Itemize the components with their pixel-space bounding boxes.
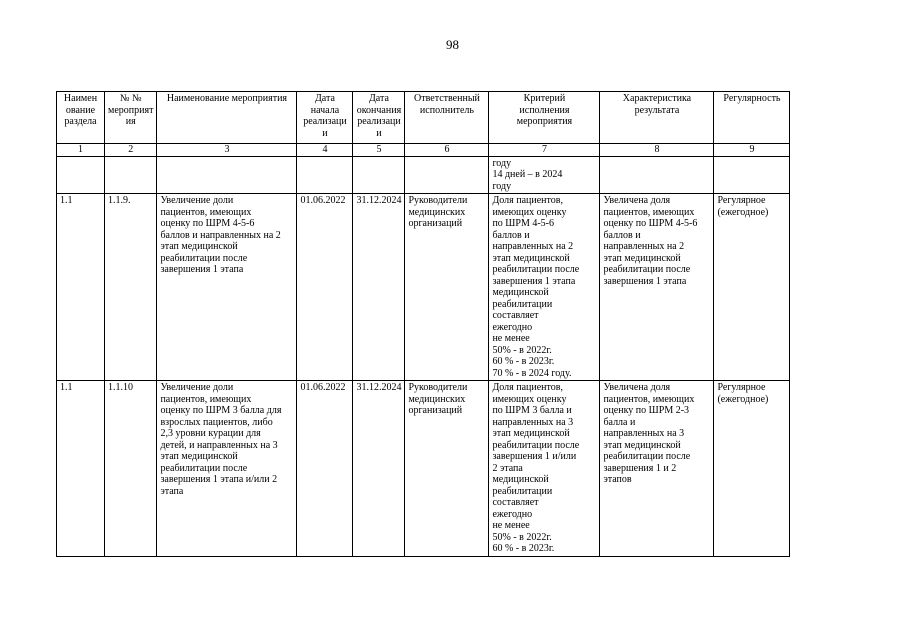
criterion: Доля пациентов, имеющих оценку по ШРМ 3 балла и направленных на 3 этап медицинской реабилитации после завершения 1 и/или 2 этапа медицинской реабилитации составляет ежегодно не менее 50% - в 2022г. 60 % - в 2023г. bbox=[489, 381, 600, 557]
event-number: 1.1.10 bbox=[105, 381, 157, 557]
start-date: 01.06.2022 bbox=[297, 194, 353, 381]
result: Увеличена доля пациентов, имеющих оценку по ШРМ 4-5-6 баллов и направленных на 2 этап медицинской реабилитации после завершения 1 этапа bbox=[600, 194, 714, 381]
event-name: Увеличение доли пациентов, имеющих оценку по ШРМ 3 балла для взрослых пациентов, либо 2,3 уровни курации для детей, и направленных на 3 этап медицинской реабилитации после завершения 1 этапа и/или 2 этапа bbox=[157, 381, 297, 557]
column-number: 9 bbox=[714, 144, 790, 157]
regularity: Регулярное (ежегодное) bbox=[714, 194, 790, 381]
column-number: 4 bbox=[297, 144, 353, 157]
column-number: 6 bbox=[405, 144, 489, 157]
header-regularity: Регулярность bbox=[714, 92, 790, 144]
section-number: 1.1 bbox=[57, 194, 105, 381]
column-number: 7 bbox=[489, 144, 600, 157]
result: Увеличена доля пациентов, имеющих оценку по ШРМ 2-3 балла и направленных на 3 этап медицинской реабилитации после завершения 1 и 2 этапов bbox=[600, 381, 714, 557]
regularity: Регулярное (ежегодное) bbox=[714, 381, 790, 557]
table-row bbox=[57, 194, 790, 381]
header-start-date: Дата начала реализаци и bbox=[297, 92, 353, 144]
column-number: 2 bbox=[105, 144, 157, 157]
page-number: 98 bbox=[446, 37, 459, 52]
table-cell bbox=[157, 156, 297, 194]
header-row bbox=[57, 92, 790, 144]
event-name: Увеличение доли пациентов, имеющих оценку по ШРМ 4-5-6 баллов и направленных на 2 этап медицинской реабилитации после завершения 1 этапа bbox=[157, 194, 297, 381]
table-cell bbox=[57, 156, 105, 194]
end-date: 31.12.2024 bbox=[353, 381, 405, 557]
table-cell bbox=[353, 156, 405, 194]
section-number: 1.1 bbox=[57, 381, 105, 557]
end-date: 31.12.2024 bbox=[353, 194, 405, 381]
header-criterion: Критерий исполнения мероприятия bbox=[489, 92, 600, 144]
responsible: Руководители медицинских организаций bbox=[405, 194, 489, 381]
column-numbers-row bbox=[57, 144, 790, 157]
column-number: 8 bbox=[600, 144, 714, 157]
criterion: Доля пациентов, имеющих оценку по ШРМ 4-5-6 баллов и направленных на 2 этап медицинской реабилитации после завершения 1 этапа медицинской реабилитации составляет ежегодно не менее 50% - в 2022г. 60 % - в 2023г. 70 % - в 2024 году. bbox=[489, 194, 600, 381]
column-number: 3 bbox=[157, 144, 297, 157]
table-cell bbox=[405, 156, 489, 194]
responsible: Руководители медицинских организаций bbox=[405, 381, 489, 557]
column-number: 5 bbox=[353, 144, 405, 157]
table-cell bbox=[297, 156, 353, 194]
start-date: 01.06.2022 bbox=[297, 381, 353, 557]
table-row bbox=[57, 156, 790, 194]
header-event-name: Наименование мероприятия bbox=[157, 92, 297, 144]
table-cell: году 14 дней – в 2024 году bbox=[489, 156, 600, 194]
header-section-name: Наимен ование раздела bbox=[57, 92, 105, 144]
header-result: Характеристика результата bbox=[600, 92, 714, 144]
header-responsible: Ответственный исполнитель bbox=[405, 92, 489, 144]
event-number: 1.1.9. bbox=[105, 194, 157, 381]
table-cell bbox=[714, 156, 790, 194]
header-end-date: Дата окончания реализаци и bbox=[353, 92, 405, 144]
table-cell bbox=[600, 156, 714, 194]
table-cell bbox=[105, 156, 157, 194]
column-number: 1 bbox=[57, 144, 105, 157]
header-event-number: № № мероприят ия bbox=[105, 92, 157, 144]
table-row bbox=[57, 381, 790, 557]
events-table bbox=[56, 91, 790, 557]
